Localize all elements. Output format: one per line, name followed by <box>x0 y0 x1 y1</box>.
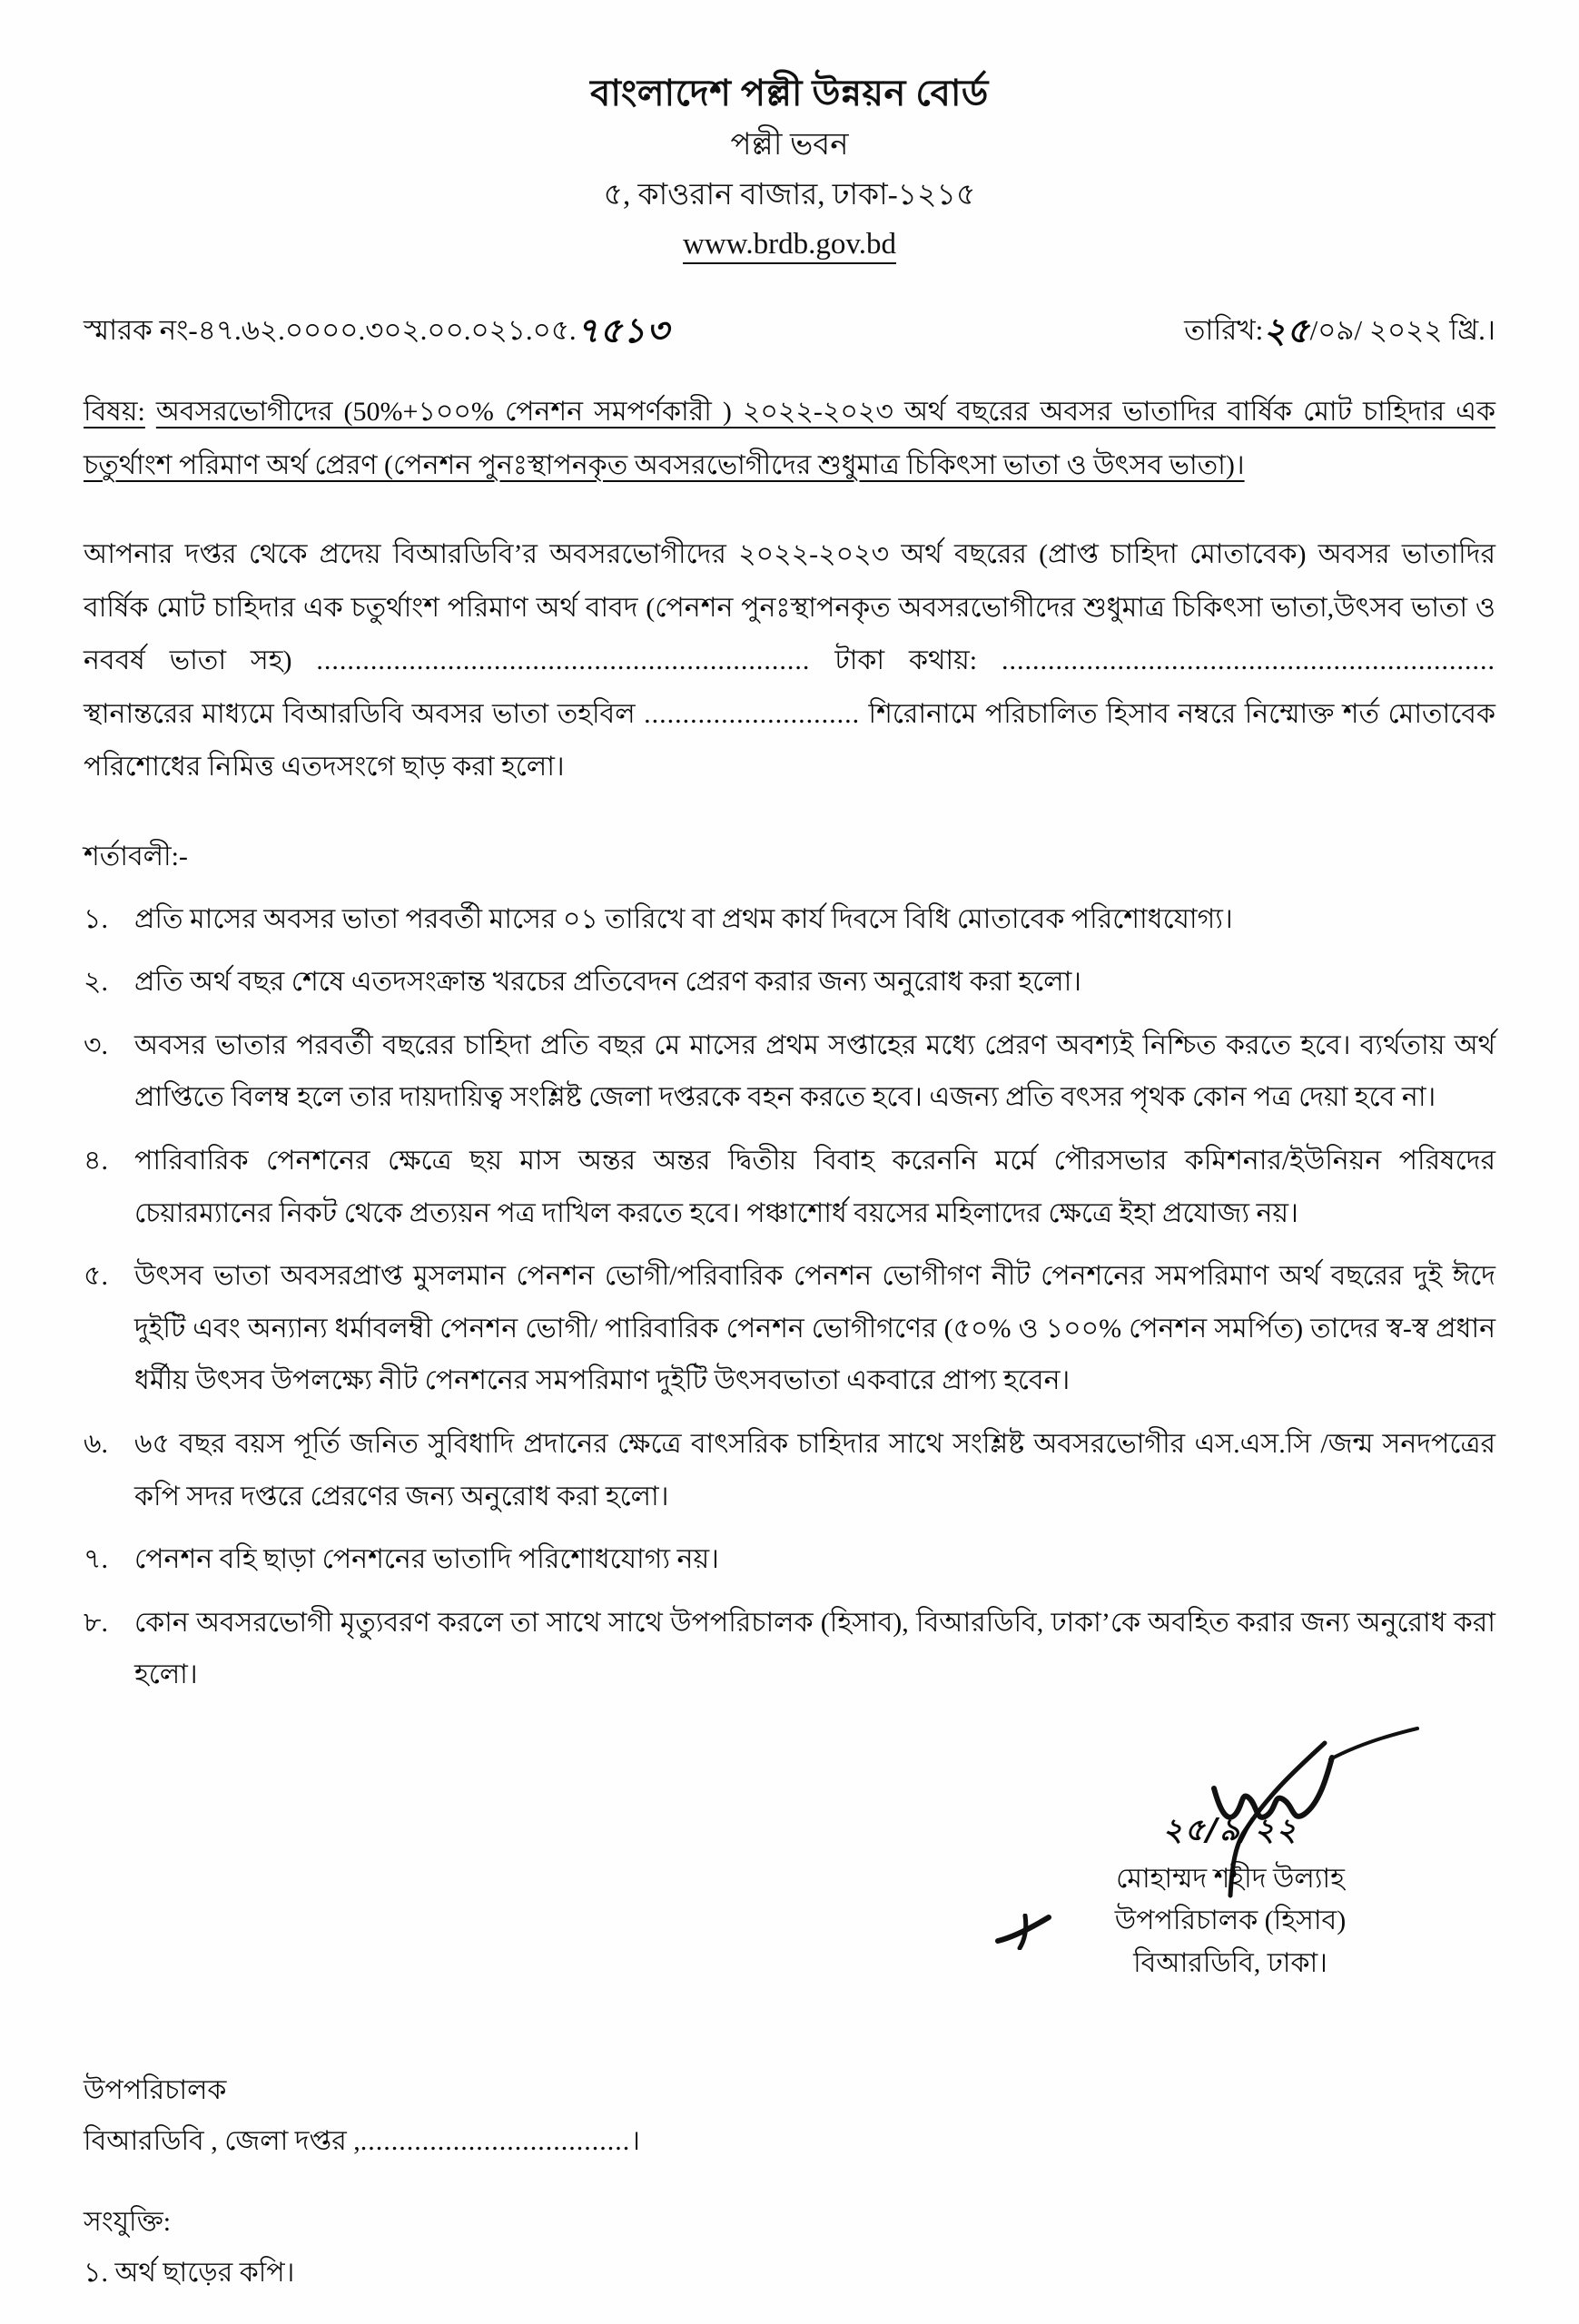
organization-name: বাংলাদেশ পল্লী উন্নয়ন বোর্ড <box>590 73 989 113</box>
conditions-title: শর্তাবলী:- <box>84 841 188 872</box>
condition-text: প্রতি মাসের অবসর ভাতা পরবর্তী মাসের ০১ তারিখে বা প্রথম কার্য দিবসে বিধি মোতাবেক পরিশোধযোগ্য। <box>134 903 1233 934</box>
condition-number: ৪. <box>84 1145 108 1176</box>
recipient-designation: উপপরিচালক <box>84 2075 227 2105</box>
memo-date-handwritten: ২৫ <box>1263 310 1310 351</box>
condition-text: পারিবারিক পেনশনের ক্ষেত্রে ছয় মাস অন্তর অন্তর দ্বিতীয় বিবাহ করেননি মর্মে পৌরসভার কমিশনার/ইউনিয়ন পরিষদের চেয়ারম্যানের নিকট থেকে প্রত্যয়ন পত্র দাখিল করতে হবে। পঞ্চাশোর্ধ বয়সের মহিলাদের ক্ষেত্রে ইহা প্রযোজ্য নয়। <box>134 1145 1495 1228</box>
fill-blank-amount[interactable]: ................................................................ <box>316 645 811 676</box>
condition-number: ৮. <box>84 1607 108 1638</box>
check-mark-icon <box>994 1914 1058 1950</box>
memo-date-rest: /০৯/ ২০২২ খ্রি.। <box>1309 314 1495 347</box>
signature-date-handwritten: ২৫/৯/২২ <box>1162 1812 1298 1848</box>
subject-text: অবসরভোগীদের (50%+১০০% পেনশন সমপর্ণকারী ) ২০২২-২০২৩ অর্থ বছরের অবসর ভাতাদির বার্ষিক মোট চাহিদার এক চতুর্থাংশ পরিমাণ অর্থ প্রেরণ (পেনশন পুনঃস্থাপনকৃত অবসরভোগীদের শুধুমাত্র চিকিৎসা ভাতা ও উৎসব ভাতা)। <box>84 397 1495 480</box>
memo-number <box>84 304 669 362</box>
condition-text: উৎসব ভাতা অবসরপ্রাপ্ত মুসলমান পেনশন ভোগী/পরিবারিক পেনশন ভোগীগণ নীট পেনশনের সমপরিমাণ অর্থ বছরের দুই ঈদে দুইটি এবং অন্যান্য ধর্মাবলম্বী পেনশন ভোগী/ পারিবারিক পেনশন ভোগীগণের (৫০% ও ১০০% পেনশন সমর্পিত) তাদের স্ব-স্ব প্রধান ধর্মীয় উৎসব উপলক্ষ্যে নীট পেনশনের সমপরিমাণ দুইটি উৎসবভাতা একবারে প্রাপ্য হবেন। <box>134 1261 1495 1396</box>
office-address: ৫, কাওরান বাজার, ঢাকা-১২১৫ <box>603 179 976 212</box>
memo-date-label: তারিখ: <box>1184 314 1264 347</box>
memo-number-handwritten: ৭৫১৩ <box>576 310 670 351</box>
condition-item <box>84 1250 1495 1407</box>
condition-number: ৩. <box>84 1029 109 1060</box>
condition-number: ৫. <box>84 1261 108 1292</box>
subject-line <box>0 386 1579 492</box>
website-link[interactable]: www.brdb.gov.bd <box>683 228 896 264</box>
attachments-label: সংযুক্তি: <box>84 2207 172 2237</box>
letterhead <box>0 0 1579 264</box>
memo-date <box>1184 304 1495 362</box>
body-part-4: শিরোনামে পরিচালিত হিসাব নম্বরে নিম্মোক্ত শর্ত মোতাবেক পরিশোধের নিমিত্ত এতদসংগে ছাড় করা হলো। <box>84 698 1495 783</box>
attachment-item: ১. অর্থ ছাড়ের কপি। <box>84 2257 295 2288</box>
signatory-name: মোহাম্মদ শহীদ উল্যাহ <box>1116 1863 1345 1894</box>
fill-blank-words[interactable]: ................................................................ <box>1002 645 1496 676</box>
fill-blank-account[interactable]: ............................ <box>644 698 861 729</box>
condition-text: কোন অবসরভোগী মৃত্যুবরণ করলে তা সাথে সাথে উপপরিচালক (হিসাব), বিআরডিবি, ঢাকা’কে অবহিত করার জন্য অনুরোধ করা হলো। <box>134 1607 1495 1690</box>
building-name: পল্লী ভবন <box>730 128 849 162</box>
condition-text: প্রতি অর্থ বছর শেষে এতদসংক্রান্ত খরচের প্রতিবেদন প্রেরণ করার জন্য অনুরোধ করা হলো। <box>134 967 1082 998</box>
condition-number: ৭. <box>84 1544 109 1575</box>
condition-item <box>84 893 1495 946</box>
body-part-1: আপনার দপ্তর থেকে প্রদেয় বিআরডিবি’র অবসরভোগীদের ২০২২-২০২৩ অর্থ বছরের (প্রাপ্ত চাহিদা মোতাবেক) অবসর ভাতাদির বার্ষিক মোট চাহিদার এক চতুর্থাংশ পরিমাণ অর্থ বাবদ (পেনশন পুনঃস্থাপনকৃত অবসরভোগীদের শুধুমাত্র চিকিৎসা ভাতা,উৎসব ভাতা ও নববর্ষ ভাতা সহ) <box>84 539 1495 676</box>
condition-item <box>84 956 1495 1009</box>
condition-number: ২. <box>84 967 109 998</box>
recipient-office <box>84 2116 640 2167</box>
condition-item <box>84 1597 1495 1701</box>
condition-text: অবসর ভাতার পরবর্তী বছরের চাহিদা প্রতি বছর মে মাসের প্রথম সপ্তাহের মধ্যে প্রেরণ অবশ্যই নিশ্চিত করতে হবে। ব্যর্থতায় অর্থ প্রাপ্তিতে বিলম্ব হলে তার দায়দায়িত্ব সংশ্লিষ্ট জেলা দপ্তরকে বহন করতে হবে। এজন্য প্রতি বৎসর পৃথক কোন পত্র দেয়া হবে না। <box>134 1029 1495 1113</box>
condition-item <box>84 1019 1495 1124</box>
signatory-office: বিআরডিবি, ঢাকা। <box>1133 1947 1327 1978</box>
recipient-office-prefix: বিআরডিবি , জেলা দপ্তর , <box>84 2125 360 2156</box>
recipient-block <box>84 2065 640 2166</box>
recipient-office-suffix: । <box>630 2125 640 2156</box>
subject-label: বিষয়: <box>84 397 145 428</box>
body-paragraph <box>0 528 1579 794</box>
body-part-3: স্থানান্তরের মাধ্যমে বিআরডিবি অবসর ভাতা তহবিল <box>84 698 636 729</box>
condition-text: ৬৫ বছর বয়স পূর্তি জনিত সুবিধাদি প্রদানের ক্ষেত্রে বাৎসরিক চাহিদার সাথে সংশ্লিষ্ট অবসরভোগীর এস.এস.সি /জন্ম সনদপত্রের কপি সদর দপ্তরে প্রেরণের জন্য অনুরোধ করা হলো। <box>134 1428 1495 1512</box>
memo-number-label: স্মারক নং-৪৭.৬২.০০০০.৩০২.০০.০২১.০৫. <box>84 314 577 347</box>
signature-block <box>976 1807 1485 1984</box>
body-part-2: টাকা কথায়: <box>834 645 978 676</box>
condition-item <box>84 1533 1495 1586</box>
condition-item <box>84 1418 1495 1522</box>
memo-row <box>0 304 1579 362</box>
condition-item <box>84 1135 1495 1239</box>
signatory-designation: উপপরিচালক (হিসাব) <box>976 1900 1485 1943</box>
attachments-block <box>84 2197 294 2298</box>
recipient-district-blank[interactable]: ................................... <box>360 2125 631 2156</box>
condition-text: পেনশন বহি ছাড়া পেনশনের ভাতাদি পরিশোধযোগ্য নয়। <box>134 1544 719 1575</box>
condition-number: ১. <box>84 903 108 934</box>
condition-number: ৬. <box>84 1428 109 1459</box>
conditions-list <box>0 893 1579 1701</box>
